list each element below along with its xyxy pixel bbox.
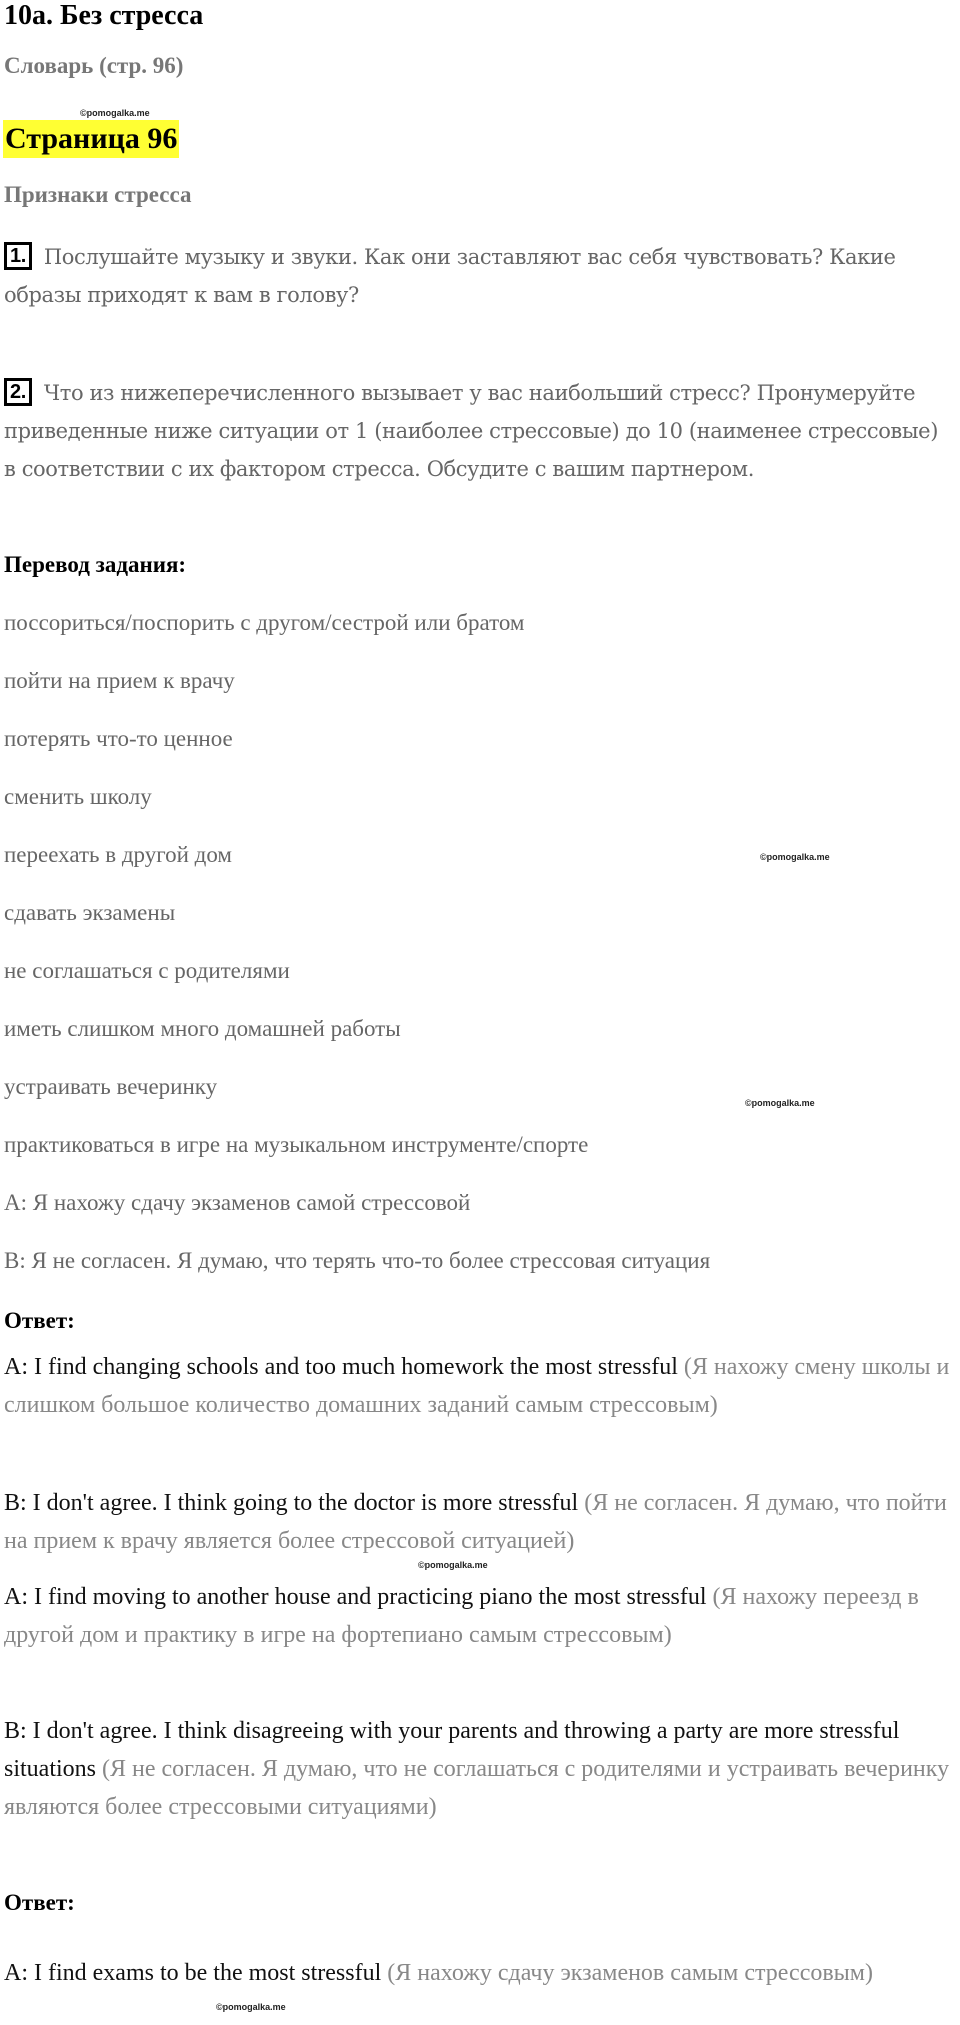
answer-line <box>4 1712 954 1826</box>
dialogue-line: A: Я нахожу сдачу экзаменов самой стрессовой <box>4 1190 471 1215</box>
answer-translation: (Я нахожу переезд в другой дом и практику в игре на фортепиано самым стрессовым) <box>4 1584 919 1648</box>
list-item: переехать в другой дом <box>4 842 232 867</box>
answer-english: B: I don't agree. I think disagreeing with your parents and throwing a party are more stressful situations <box>4 1718 900 1782</box>
exercise-number: 2. <box>4 378 32 406</box>
dialogue-line: B: Я не согласен. Я думаю, что терять что-то более стрессовая ситуация <box>4 1248 711 1273</box>
page-title: Страница 96 <box>3 120 179 158</box>
list-item: пойти на прием к врачу <box>4 668 235 693</box>
list-item: потерять что-то ценное <box>4 726 233 751</box>
exercise-text: Послушайте музыку и звуки. Как они заставляют вас себя чувствовать? Какие образы приходят к вам в голову? <box>4 245 896 307</box>
list-item: сменить школу <box>4 784 152 809</box>
page-heading: 10a. Без стресса <box>4 0 204 31</box>
answer-english: A: I find changing schools and too much homework the most stressful <box>4 1354 678 1380</box>
list-item: поссориться/поспорить с другом/сестрой или братом <box>4 610 525 635</box>
list-item: практиковаться в игре на музыкальном инструменте/спорте <box>4 1132 589 1157</box>
answer-translation: (Я не согласен. Я думаю, что не соглашаться с родителями и устраивать вечеринку являются более стрессовыми ситуациями) <box>4 1756 950 1820</box>
translation-heading: Перевод задания: <box>4 552 187 577</box>
answer-translation: (Я нахожу сдачу экзаменов самым стрессовым) <box>381 1960 873 1986</box>
exercise-text: Что из нижеперечисленного вызывает у вас наибольший стресс? Пронумеруйте приведенные ниже ситуации от 1 (наиболее стрессовые) до 10 (наименее стрессовые) в соответствии с их фактором стресса. Обсудите с вашим партнером. <box>4 381 938 481</box>
answer-heading: Ответ: <box>4 1890 75 1915</box>
answer-translation: (Я не согласен. Я думаю, что пойти на прием к врачу является более стрессовой ситуацией) <box>4 1490 947 1554</box>
watermark: ©pomogalka.me <box>745 1098 815 1108</box>
answer-translation: (Я нахожу смену школы и слишком большое количество домашних заданий самым стрессовым) <box>4 1354 950 1418</box>
answer-heading: Ответ: <box>4 1308 75 1333</box>
watermark: ©pomogalka.me <box>80 108 150 118</box>
list-item: иметь слишком много домашней работы <box>4 1016 401 1041</box>
answer-english: A: I find moving to another house and practicing piano the most stressful <box>4 1584 707 1610</box>
watermark: ©pomogalka.me <box>418 1560 488 1570</box>
exercise-2 <box>4 374 954 488</box>
section-title: Признаки стресса <box>4 182 192 207</box>
answer-line <box>4 1578 954 1654</box>
answer-line <box>4 1954 954 1992</box>
list-item: устраивать вечеринку <box>4 1074 218 1099</box>
vocabulary-subtitle: Словарь (стр. 96) <box>4 53 184 78</box>
watermark: ©pomogalka.me <box>760 852 830 862</box>
list-item: сдавать экзамены <box>4 900 176 925</box>
watermark: ©pomogalka.me <box>216 2002 286 2012</box>
exercise-1 <box>4 238 954 314</box>
answer-line <box>4 1484 954 1560</box>
answer-english: B: I don't agree. I think going to the doctor is more stressful <box>4 1490 579 1516</box>
list-item: не соглашаться с родителями <box>4 958 290 983</box>
answer-line <box>4 1348 954 1424</box>
answer-english: A: I find exams to be the most stressful <box>4 1960 382 1986</box>
exercise-number: 1. <box>4 242 32 270</box>
